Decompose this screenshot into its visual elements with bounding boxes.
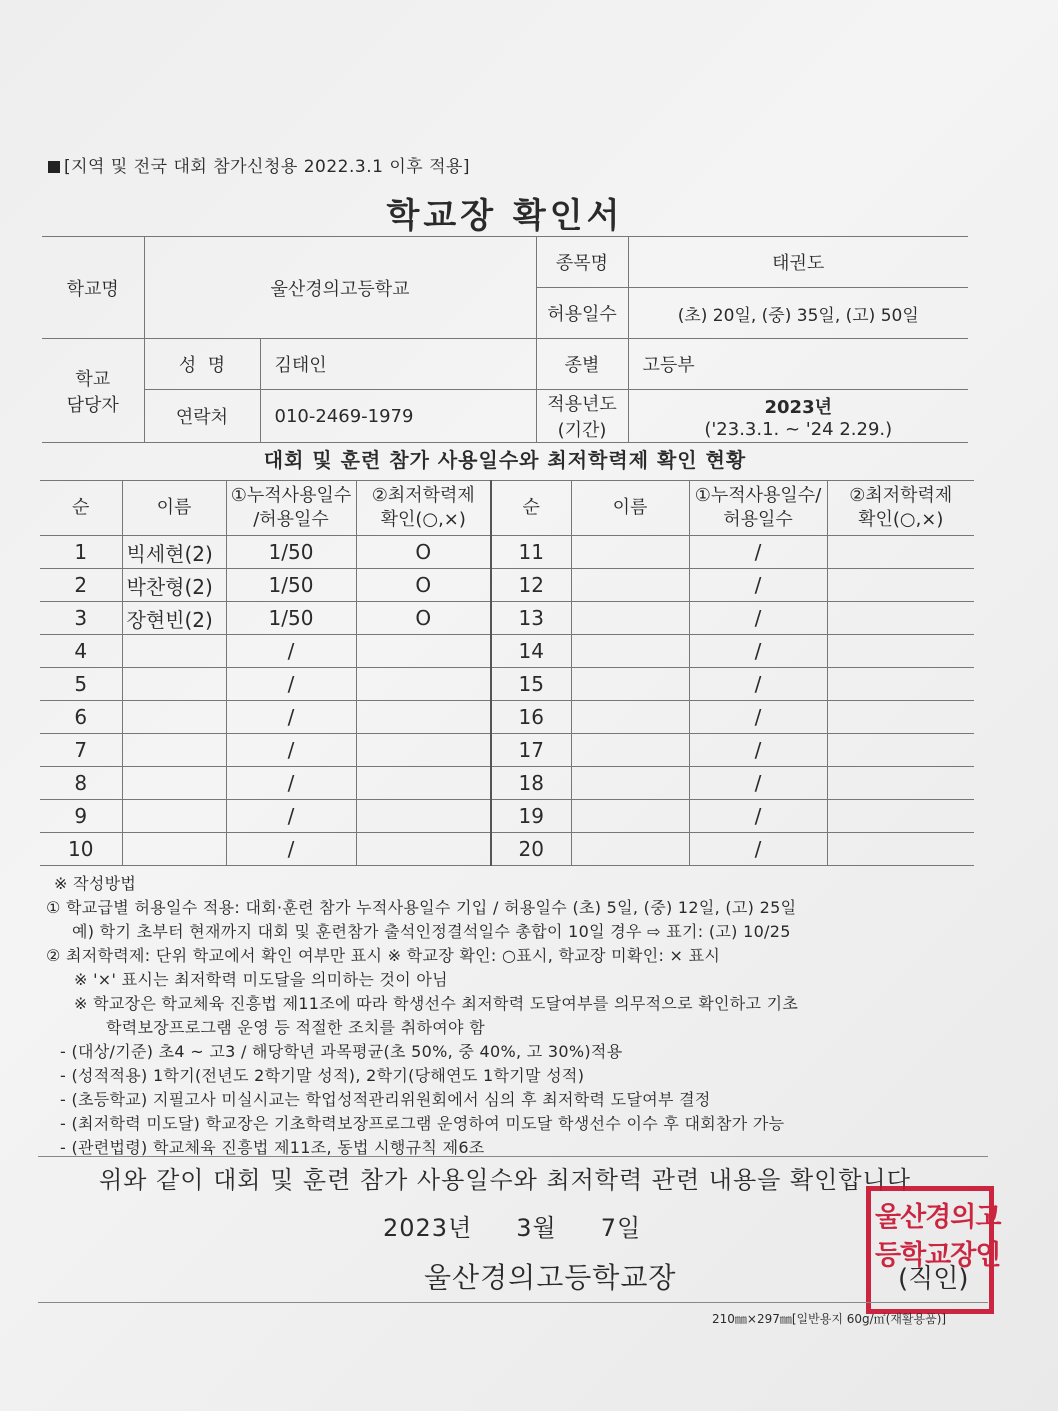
- form-header: [지역 및 전국 대회 참가신청용 2022.3.1 이후 적용]: [48, 152, 470, 177]
- cell-days: 1/50: [226, 569, 356, 602]
- table-row: [40, 833, 974, 866]
- cell-name: [122, 800, 226, 833]
- instructions: [46, 872, 981, 1160]
- cell-seq: 8: [40, 767, 122, 800]
- cell-check2: [827, 800, 974, 833]
- cell-days2: /: [689, 536, 827, 569]
- cell-days2: /: [689, 800, 827, 833]
- cell-name: 박찬형(2): [122, 569, 226, 602]
- cell-name2: [571, 833, 689, 866]
- cell-check: O: [356, 569, 491, 602]
- cell-check2: [827, 734, 974, 767]
- cell-check: [356, 668, 491, 701]
- cell-check2: [827, 767, 974, 800]
- cell-check: [356, 833, 491, 866]
- note-line: 예) 학기 초부터 현재까지 대회 및 훈련참가 출석인정결석일수 총합이 10일 경우 ⇨ 표기: (고) 10/25: [72, 922, 791, 941]
- cell-check: O: [356, 602, 491, 635]
- division-value: 고등부: [628, 339, 968, 390]
- cell-check2: [827, 569, 974, 602]
- cell-name: [122, 734, 226, 767]
- cell-days: /: [226, 701, 356, 734]
- cell-name2: [571, 767, 689, 800]
- note-line: - (최저학력 미도달) 학교장은 기초학력보장프로그램 운영하여 미도달 학생선수 이수 후 대회참가 가능: [60, 1114, 785, 1133]
- cell-seq: 9: [40, 800, 122, 833]
- col-days: ①누적사용일수 /허용일수: [226, 481, 356, 536]
- table-row: [40, 800, 974, 833]
- cell-check: [356, 800, 491, 833]
- cell-days2: /: [689, 833, 827, 866]
- note-heading: ※ 작성방법: [54, 874, 137, 893]
- separator-top: [38, 1156, 988, 1157]
- table-row: [40, 602, 974, 635]
- confirmation-text: 위와 같이 대회 및 훈련 참가 사용일수와 최저학력 관련 내용을 확인합니다: [99, 1166, 911, 1194]
- stamp-note: (직인): [898, 1264, 969, 1294]
- cell-check: [356, 701, 491, 734]
- table-row: [40, 536, 974, 569]
- cell-seq: 10: [40, 833, 122, 866]
- cell-check2: [827, 701, 974, 734]
- school-label: 학교명: [42, 237, 144, 339]
- cell-check2: [827, 536, 974, 569]
- cell-days: /: [226, 734, 356, 767]
- table-row: [40, 701, 974, 734]
- cell-seq2: 14: [491, 635, 571, 668]
- col-seq: 순: [40, 481, 122, 536]
- cell-name: [122, 635, 226, 668]
- cell-days2: /: [689, 668, 827, 701]
- school-value: 울산경의고등학교: [144, 237, 536, 339]
- confirmation-date: [383, 1208, 685, 1243]
- cell-days2: /: [689, 701, 827, 734]
- year-value: 2023년 ('23.3.1. ~ '24 2.29.): [628, 390, 968, 443]
- date-day: 7일: [600, 1214, 642, 1242]
- staff-label: 학교 담당자: [42, 339, 144, 443]
- cell-days2: /: [689, 602, 827, 635]
- cell-name2: [571, 701, 689, 734]
- cell-days: /: [226, 668, 356, 701]
- cell-check2: [827, 833, 974, 866]
- cell-seq2: 16: [491, 701, 571, 734]
- cell-check: O: [356, 536, 491, 569]
- cell-days2: /: [689, 635, 827, 668]
- col-name-2: 이름: [571, 481, 689, 536]
- cell-seq: 7: [40, 734, 122, 767]
- official-seal: 울산경의고 등학교장인: [866, 1186, 994, 1314]
- cell-seq: 6: [40, 701, 122, 734]
- sport-label: 종목명: [536, 237, 628, 288]
- cell-seq: 1: [40, 536, 122, 569]
- cell-check2: [827, 602, 974, 635]
- cell-name: [122, 833, 226, 866]
- cell-name2: [571, 734, 689, 767]
- contact-value: 010-2469-1979: [260, 390, 536, 443]
- table-row: [40, 767, 974, 800]
- cell-days: /: [226, 767, 356, 800]
- note-line: ※ 학교장은 학교체육 진흥법 제11조에 따라 학생선수 최저학력 도달여부를 의무적으로 확인하고 기초: [74, 994, 799, 1013]
- contact-label: 연락처: [144, 390, 260, 443]
- col-days-2: ①누적사용일수/ 허용일수: [689, 481, 827, 536]
- name-label: 성 명: [144, 339, 260, 390]
- note-line: - (관련법령) 학교체육 진흥법 제11조, 동법 시행규칙 제6조: [60, 1138, 485, 1157]
- table-row: [40, 635, 974, 668]
- date-month: 3월: [516, 1214, 557, 1242]
- year-label: 적용년도 (기간): [536, 390, 628, 443]
- table-body: [40, 536, 974, 866]
- cell-seq: 3: [40, 602, 122, 635]
- cell-check: [356, 635, 491, 668]
- cell-name: 빅세현(2): [122, 536, 226, 569]
- cell-name: [122, 767, 226, 800]
- square-bullet-icon: [48, 161, 60, 173]
- cell-check: [356, 734, 491, 767]
- cell-days: /: [226, 635, 356, 668]
- col-min: ②최저학력제 확인(○,×): [356, 481, 491, 536]
- division-label: 종별: [536, 339, 628, 390]
- days-value: (초) 20일, (중) 35일, (고) 50일: [628, 288, 968, 339]
- table-row: [40, 668, 974, 701]
- cell-seq2: 17: [491, 734, 571, 767]
- cell-seq2: 18: [491, 767, 571, 800]
- cell-seq2: 19: [491, 800, 571, 833]
- cell-seq: 2: [40, 569, 122, 602]
- cell-name2: [571, 668, 689, 701]
- cell-seq2: 13: [491, 602, 571, 635]
- cell-name2: [571, 569, 689, 602]
- cell-days: 1/50: [226, 602, 356, 635]
- cell-days: /: [226, 833, 356, 866]
- cell-check2: [827, 635, 974, 668]
- note-line: - (성적적용) 1학기(전년도 2학기말 성적), 2학기(당해연도 1학기말 성적): [60, 1066, 585, 1085]
- cell-name2: [571, 602, 689, 635]
- cell-seq2: 12: [491, 569, 571, 602]
- note-line: ① 학교급별 허용일수 적용: 대회·훈련 참가 누적사용일수 기입 / 허용일수 (초) 5일, (중) 12일, (고) 25일: [46, 898, 797, 917]
- cell-name: [122, 701, 226, 734]
- table-title: 대회 및 훈련 참가 사용일수와 최저학력제 확인 현황: [263, 448, 747, 472]
- separator-bottom: [38, 1302, 988, 1303]
- col-seq-2: 순: [491, 481, 571, 536]
- table-row: [40, 734, 974, 767]
- cell-days2: /: [689, 734, 827, 767]
- cell-check2: [827, 668, 974, 701]
- principal-title: 울산경의고등학교장: [424, 1261, 677, 1294]
- cell-days: /: [226, 800, 356, 833]
- table-row: [40, 569, 974, 602]
- col-name: 이름: [122, 481, 226, 536]
- cell-seq: 5: [40, 668, 122, 701]
- cell-check: [356, 767, 491, 800]
- cell-name: 장현빈(2): [122, 602, 226, 635]
- note-line: 학력보장프로그램 운영 등 적절한 조치를 취하여야 함: [106, 1018, 485, 1037]
- cell-seq2: 15: [491, 668, 571, 701]
- cell-days: 1/50: [226, 536, 356, 569]
- cell-name2: [571, 536, 689, 569]
- note-line: - (대상/기준) 초4 ~ 고3 / 해당학년 과목평균(초 50%, 중 40%, 고 30%)적용: [60, 1042, 623, 1061]
- name-value: 김태인: [260, 339, 536, 390]
- col-min-2: ②최저학력제 확인(○,×): [827, 481, 974, 536]
- cell-seq2: 11: [491, 536, 571, 569]
- cell-days2: /: [689, 767, 827, 800]
- note-line: ※ '×' 표시는 최저학력 미도달을 의미하는 것이 아님: [74, 970, 448, 989]
- participation-table: [40, 480, 974, 866]
- cell-name: [122, 668, 226, 701]
- note-line: ② 최저학력제: 단위 학교에서 확인 여부만 표시 ※ 학교장 확인: ○표시, 학교장 미확인: × 표시: [46, 946, 721, 965]
- paper-spec: 210㎜×297㎜[일반용지 60g/㎡(재활용품)]: [712, 1312, 947, 1326]
- cell-seq2: 20: [491, 833, 571, 866]
- days-label: 허용일수: [536, 288, 628, 339]
- cell-name2: [571, 800, 689, 833]
- sport-value: 태권도: [628, 237, 968, 288]
- cell-name2: [571, 635, 689, 668]
- note-line: - (초등학교) 지필고사 미실시교는 학업성적관리위원회에서 심의 후 최저학력 도달여부 결정: [60, 1090, 711, 1109]
- document-title: 학교장 확인서: [386, 196, 624, 236]
- date-year: 2023년: [383, 1214, 473, 1242]
- cell-days2: /: [689, 569, 827, 602]
- cell-seq: 4: [40, 635, 122, 668]
- info-table: [42, 236, 968, 443]
